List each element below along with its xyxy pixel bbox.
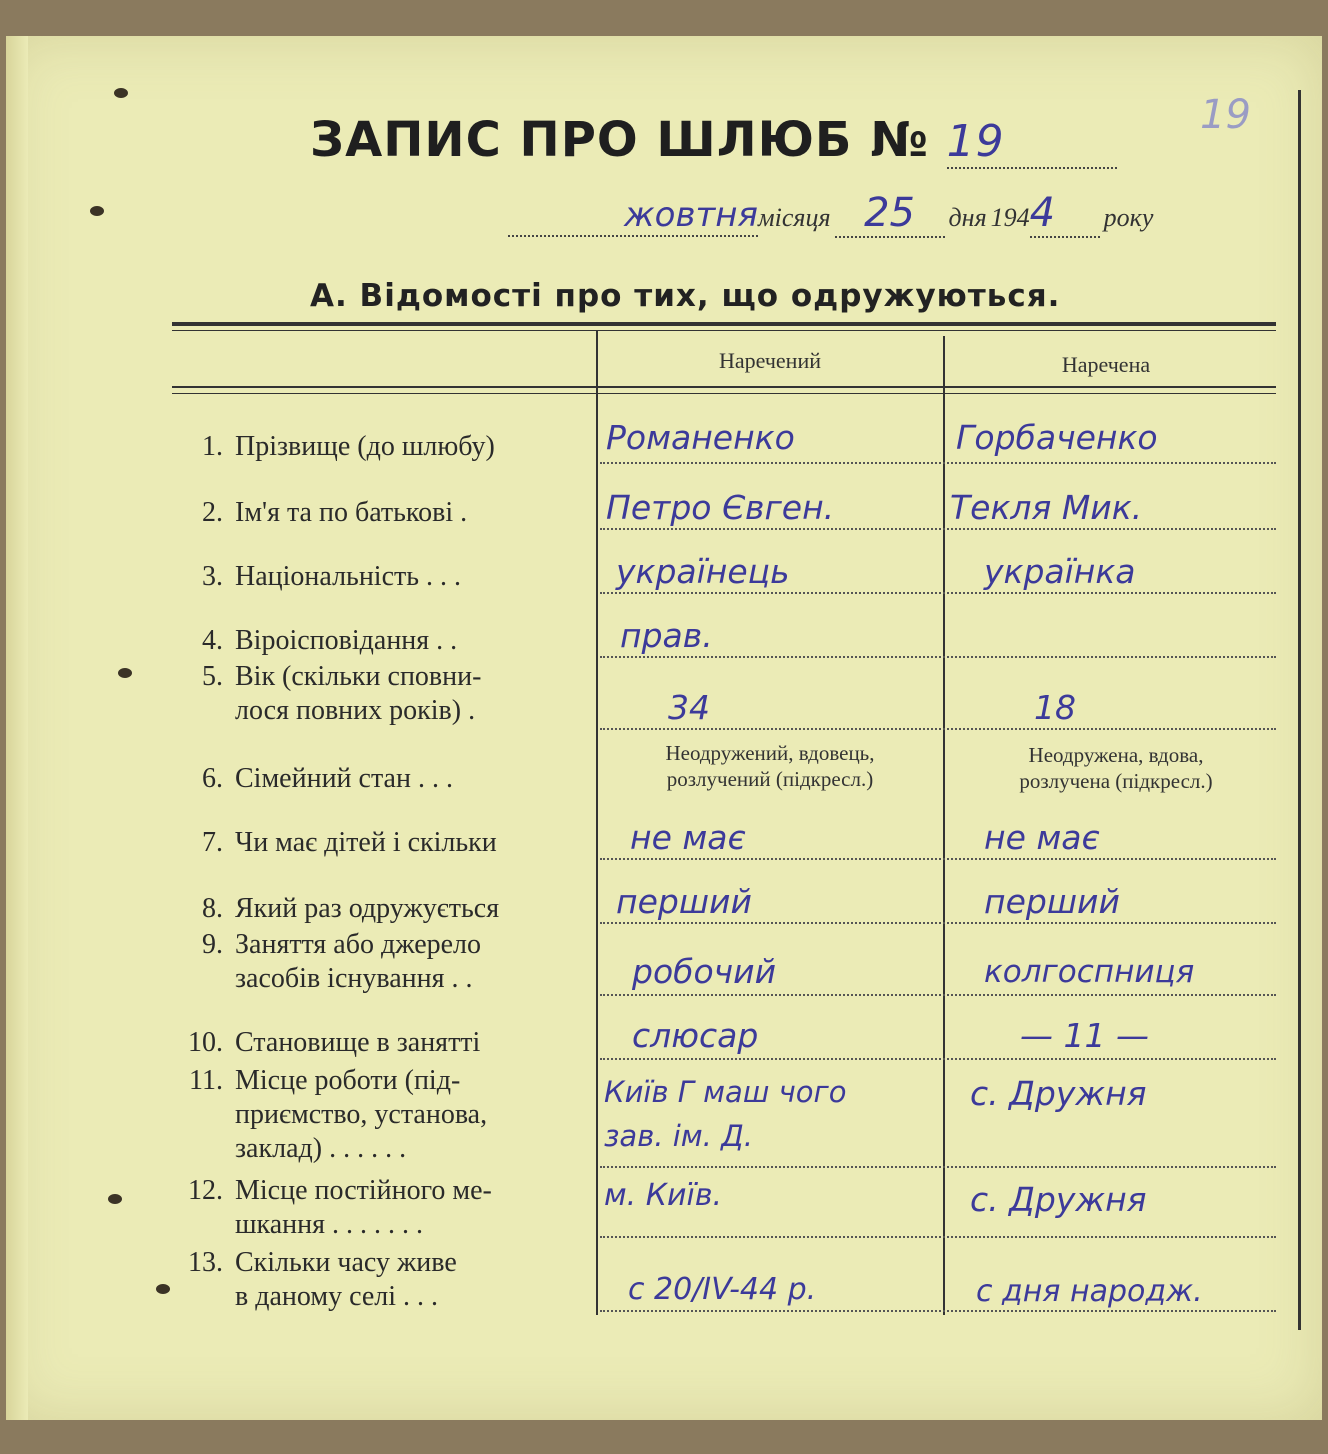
year-prefix: 194	[990, 203, 1030, 232]
bride-position: — 11 —	[1020, 1016, 1149, 1055]
page-title: ЗАПИС ПРО ШЛЮБ № 19	[310, 112, 1117, 169]
row-separator	[600, 528, 1276, 530]
header-rule	[172, 386, 1276, 388]
record-number: 19	[947, 116, 1117, 169]
bride-occupation: колгоспниця	[984, 954, 1195, 990]
punch-hole	[114, 88, 128, 98]
column-header-bride: Наречена	[1061, 352, 1151, 377]
bride-age: 18	[1034, 688, 1076, 727]
column-header-groom: Наречений	[718, 348, 822, 373]
row-separator	[600, 1166, 1276, 1168]
punch-hole	[156, 1284, 170, 1294]
row-separator	[600, 462, 1276, 464]
header-rule-thin	[172, 393, 1276, 394]
groom-occupation: робочий	[632, 952, 777, 991]
row-label-residence: 12. Місце постійного ме- шкання . . . . . . .	[188, 1175, 492, 1240]
groom-age: 34	[668, 688, 710, 727]
column-divider-right	[943, 336, 945, 1315]
row-separator	[600, 1058, 1276, 1060]
table-top-rule-thin	[172, 330, 1276, 331]
groom-children: не має	[630, 818, 746, 857]
row-label-residence-duration: 13. Скільки часу живе в даному селі . . .	[188, 1247, 457, 1312]
date-line	[508, 190, 1153, 238]
torn-edge	[6, 36, 28, 1420]
year-label: року	[1103, 203, 1154, 232]
row-label-workplace: 11. Місце роботи (під- приємство, установа, заклад) . . . . . .	[189, 1065, 488, 1164]
section-a-heading: А. Відомості про тих, що одружуються.	[310, 278, 1061, 314]
row-separator	[600, 1236, 1276, 1238]
right-border	[1298, 90, 1301, 1330]
table-top-rule	[172, 322, 1276, 326]
bride-residence-duration: с дня народж.	[976, 1274, 1203, 1309]
day-value: 25	[835, 190, 945, 238]
bride-workplace: с. Дружня	[970, 1074, 1147, 1113]
groom-surname: Романенко	[606, 418, 795, 457]
row-separator	[600, 858, 1276, 860]
groom-marital-options: Неодружений, вдовець, розлучений (підкресл.)	[665, 741, 875, 791]
row-label-marriage-count: 8. Який раз одружується	[202, 893, 500, 924]
groom-residence: м. Київ.	[604, 1178, 723, 1213]
punch-hole	[108, 1194, 122, 1204]
groom-residence-duration: с 20/IV-44 р.	[628, 1272, 817, 1307]
bride-marital-options: Неодружена, вдова, розлучена (підкресл.)	[1019, 743, 1213, 793]
bride-name: Текля Мик.	[950, 488, 1143, 527]
groom-workplace-2: зав. ім. Д.	[604, 1119, 753, 1153]
year-value: 4	[1030, 190, 1100, 238]
groom-position: слюсар	[632, 1016, 759, 1055]
row-label-children: 7. Чи має дітей і скільки	[202, 827, 497, 858]
groom-name: Петро Євген.	[606, 488, 835, 527]
bride-nationality: українка	[984, 552, 1136, 591]
day-label: дня	[948, 203, 987, 232]
bride-marriage-count: перший	[984, 882, 1120, 921]
punch-hole	[90, 206, 104, 216]
row-label-name: 2. Ім'я та по батькові .	[202, 497, 468, 528]
row-separator	[600, 728, 1276, 730]
month-label: місяця	[758, 203, 831, 232]
column-divider-left	[596, 330, 598, 1315]
groom-marriage-count: перший	[616, 882, 752, 921]
row-label-age: 5. Вік (скільки сповни- лося повних років) .	[202, 661, 482, 726]
row-label-position: 10. Становище в занятті	[188, 1027, 481, 1058]
row-label-occupation: 9. Заняття або джерело засобів існування . .	[202, 929, 482, 994]
groom-religion: прав.	[620, 616, 713, 655]
row-label-surname: 1. Прізвище (до шлюбу)	[202, 431, 495, 462]
groom-nationality: українець	[616, 552, 790, 591]
row-label-religion: 4. Віроісповідання . .	[202, 625, 458, 656]
bride-residence: с. Дружня	[970, 1180, 1147, 1219]
row-separator	[600, 656, 1276, 658]
punch-hole	[118, 668, 132, 678]
row-label-marital-status: 6. Сімейний стан . . .	[202, 763, 453, 794]
groom-workplace: Київ Г маш чого	[604, 1075, 847, 1109]
month-value: жовтня	[508, 195, 758, 237]
bride-surname: Горбаченко	[956, 418, 1158, 457]
row-separator	[600, 592, 1276, 594]
row-separator	[600, 922, 1276, 924]
row-separator	[600, 994, 1276, 996]
bride-children: не має	[984, 818, 1100, 857]
corner-mark: 19	[1200, 92, 1251, 138]
row-label-nationality: 3. Національність . . .	[202, 561, 462, 592]
